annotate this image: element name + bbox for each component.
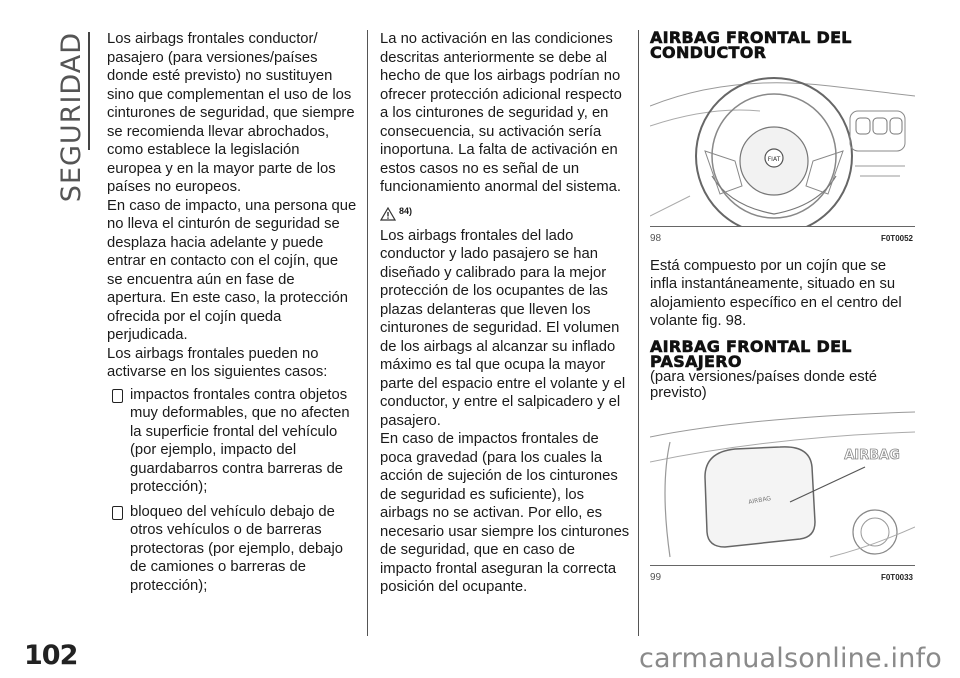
figure-caption	[650, 569, 915, 588]
figure-code: F0T0052	[880, 234, 913, 243]
paragraph: Los airbags frontales del lado conductor y lado pasajero se han diseñado y calibrado para la mejor protección de los ocupantes de las plazas delanteras que lleven los cinturones de seguridad. El volumen de los airbags al alcanzar su inflado máximo es tal que ocupa la mayor parte del espacio entre el volante y el conductor, y entre el salpicadero y el pasajero.	[380, 227, 626, 429]
checkbox-bullet-icon	[112, 389, 123, 403]
list-item	[107, 386, 357, 497]
list-item-text: impactos frontales contra objetos muy deformables, que no afecten la superficie frontal del vehículo (por ejemplo, impacto del guardabarros contra barreras de protección);	[130, 386, 350, 495]
column-divider	[367, 30, 368, 636]
figure-passenger-airbag	[650, 407, 915, 566]
section-title: SEGURIDAD	[56, 32, 87, 203]
list-item-text: bloqueo del vehículo debajo de otros vehículos o de barreras protectoras (por ejemplo, debajo de camiones o barreras de protección);	[130, 503, 344, 594]
warning-reference	[380, 203, 630, 221]
passenger-airbag-illustration	[650, 407, 915, 565]
figure-steering-wheel	[650, 66, 915, 227]
watermark: carmanualsonline.info	[639, 643, 942, 674]
airbag-label: AIRBAG	[844, 447, 900, 463]
paragraph: Está compuesto por un cojín que se infla instantáneamente, situado en su alojamiento específico en el centro del volante fig. 98.	[650, 257, 902, 329]
figure-code: F0T0033	[880, 572, 913, 582]
warning-ref-number: 84)	[399, 206, 413, 216]
paragraph: En caso de impactos frontales de poca gravedad (para los cuales la acción de sujeción de los cinturones de seguridad es suficiente), los airbags no se activan. Por ello, es necesario usar siempre los cinturones de seguridad, que en caso de impacto frontal aseguran la correcta posición del ocupante.	[380, 431, 630, 595]
airbag-label-small: AIRBAG	[747, 494, 772, 506]
fiat-logo-text: FIAT	[767, 156, 781, 163]
figure-number: 98	[650, 233, 662, 244]
figure-caption	[650, 230, 915, 249]
column-3	[650, 30, 915, 587]
paragraph: La no activación en las condiciones descritas anteriormente se debe al hecho de que los airbags podrían no ofrecer protección adicional respecto a los cinturones de seguridad y, en consecuencia, su activación sería inoportuna. La falta de activación en estos casos no es señal de un funcionamiento anormal del sistema.	[380, 31, 622, 195]
paragraph: Los airbags frontales pueden no activarse en los siguientes casos:	[107, 345, 328, 380]
warning-icon	[380, 207, 396, 221]
column-divider	[638, 30, 639, 636]
column-2	[380, 30, 630, 597]
section-heading: AIRBAG FRONTAL DEL CONDUCTOR	[650, 28, 852, 62]
paragraph: En caso de impacto, una persona que no lleva el cinturón de seguridad se desplaza hacia adelante y puede entrar en contacto con el cojín, que se encuentra aún en fase de apertura. En este caso, la protección ofrecida por el cojín queda perjudicada.	[107, 197, 357, 343]
heading-subtitle: (para versiones/países donde esté previsto)	[650, 368, 878, 401]
paragraph: Los airbags frontales conductor/ pasajero (para versiones/países donde esté previsto) no sustituyen sino que complementan el uso de los cinturones de seguridad, que siempre se recomienda llevar abrochados, como establece la legislación europea y en la mayor parte de los países no europeos.	[107, 31, 355, 195]
figure-number: 99	[650, 571, 662, 583]
list-item	[107, 503, 357, 596]
section-heading: AIRBAG FRONTAL DEL PASAJERO	[650, 336, 852, 371]
checkbox-bullet-icon	[112, 506, 123, 520]
page-number: 102	[24, 640, 78, 671]
section-rule	[88, 32, 90, 150]
column-1	[107, 30, 357, 595]
steering-wheel-illustration	[650, 66, 915, 226]
